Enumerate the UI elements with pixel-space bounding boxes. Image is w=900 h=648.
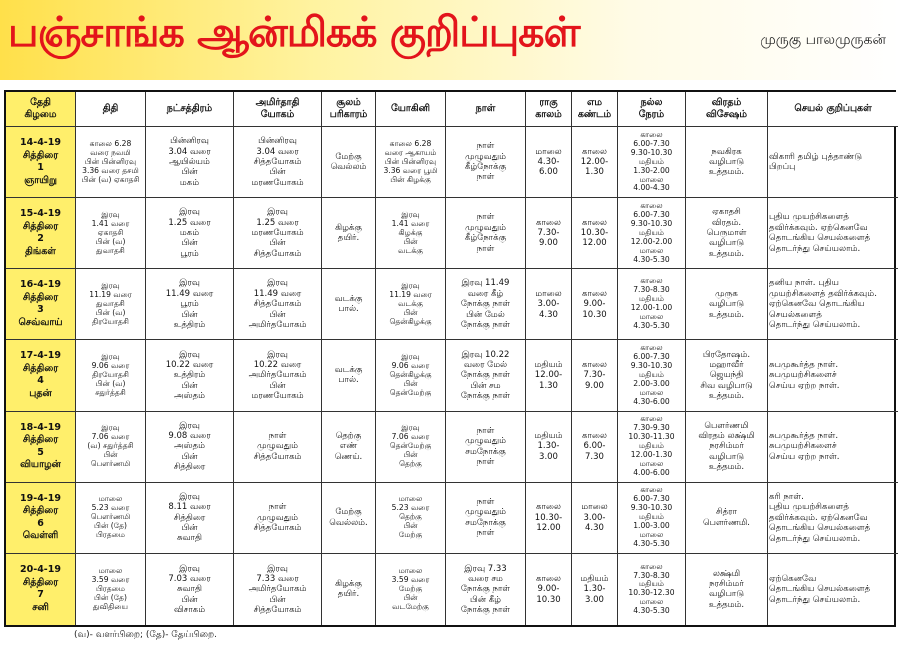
row-5-viratham-cell: பௌர்ணமி விரதம் லக்ஷ்மி நரசிம்மர் வழிபாடு உத்தமம். bbox=[686, 412, 768, 483]
row-5-rahu-cell: மதியம் 1.30- 3.00 bbox=[526, 412, 572, 483]
row-5-yogam-cell: நாள் முழுவதும் சித்தயோகம் bbox=[234, 412, 322, 483]
row-6-yogam-cell: நாள் முழுவதும் சித்தயோகம் bbox=[234, 483, 322, 554]
row-4-viratham-cell: பிரதோஷம். மஹாவீர் ஜெயந்தி சிவ வழிபாடு உத்தமம். bbox=[686, 340, 768, 411]
column-header-naal: நாள் bbox=[446, 92, 526, 127]
row-6-remarks-cell: கரி நாள். புதிய முயற்சிகளைத் தவிர்க்கவும். ஏற்கெனவே தொடங்கிய செயல்களைத் தொடர்ந்து செய்யலாம். bbox=[768, 483, 898, 554]
author-name: முருகு பாலமுருகன் bbox=[760, 32, 886, 48]
row-7-soolam-cell: கிழக்கு தயிர். bbox=[322, 554, 376, 625]
row-2-date-cell: 15-4-19 சித்திரை 2 திங்கள் bbox=[6, 198, 76, 269]
row-5-remarks-cell: சுபமுகூர்த்த நாள். சுபமுயற்சிகளைச் செய்ய ஏற்ற நாள். bbox=[768, 412, 898, 483]
row-3-yogini-cell: இரவு 11.19 வரை வடக்கு பின் தென்கிழக்கு bbox=[376, 269, 446, 340]
row-2-rahu-cell: காலை 7.30- 9.00 bbox=[526, 198, 572, 269]
row-4-nalla-cell: காலை 6.00-7.30 9.30-10.30 மதியம் 2.00-3.00 மாலை 4.30-6.00 bbox=[618, 340, 686, 411]
row-4-naal-cell: இரவு 10.22 வரை மேல் நோக்கு நாள் பின் சம நோக்கு நாள் bbox=[446, 340, 526, 411]
column-header-remarks: செயல் குறிப்புகள் bbox=[768, 92, 898, 127]
row-2-nakshatra-cell: இரவு 1.25 வரை மகம் பின் பூரம் bbox=[146, 198, 234, 269]
row-2-nalla-cell: காலை 6.00-7.30 9.30-10.30 மதியம் 12.00-2.00 மாலை 4.30-5.30 bbox=[618, 198, 686, 269]
column-header-nakshatra: நட்சத்திரம் bbox=[146, 92, 234, 127]
column-header-ema: எம கண்டம் bbox=[572, 92, 618, 127]
column-header-yogam: அமிர்தாதி யோகம் bbox=[234, 92, 322, 127]
row-1-viratham-cell: நவகிரக வழிபாடு உத்தமம். bbox=[686, 127, 768, 198]
row-7-yogam-cell: இரவு 7.33 வரை அமிர்தயோகம் பின் சித்தயோகம் bbox=[234, 554, 322, 625]
row-7-tithi-cell: மாலை 3.59 வரை பிரதமை பின் (தே) துவிதியை bbox=[76, 554, 146, 625]
row-2-remarks-cell: புதிய முயற்சிகளைத் தவிர்க்கவும். ஏற்கெனவே தொடங்கிய செயல்களைத் தொடர்ந்து செய்யலாம். bbox=[768, 198, 898, 269]
row-1-date-cell: 14-4-19 சித்திரை 1 ஞாயிறு bbox=[6, 127, 76, 198]
row-5-nalla-cell: காலை 7.30-9.30 10.30-11.30 மதியம் 12.00-1.30 மாலை 4.00-6.00 bbox=[618, 412, 686, 483]
row-3-nakshatra-cell: இரவு 11.49 வரை பூரம் பின் உத்திரம் bbox=[146, 269, 234, 340]
row-6-viratham-cell: சித்ரா பௌர்ணமி. bbox=[686, 483, 768, 554]
row-4-remarks-cell: சுபமுகூர்த்த நாள். சுபமுயற்சிகளைச் செய்ய ஏற்ற நாள். bbox=[768, 340, 898, 411]
row-1-yogam-cell: பின்னிரவு 3.04 வரை சித்தயோகம் பின் மரணயோகம் bbox=[234, 127, 322, 198]
row-7-nakshatra-cell: இரவு 7.03 வரை சுவாதி பின் விசாகம் bbox=[146, 554, 234, 625]
row-4-ema-cell: காலை 7.30- 9.00 bbox=[572, 340, 618, 411]
row-6-yogini-cell: மாலை 5.23 வரை தெற்கு பின் மேற்கு bbox=[376, 483, 446, 554]
row-4-date-cell: 17-4-19 சித்திரை 4 புதன் bbox=[6, 340, 76, 411]
column-header-rahu: ராகு காலம் bbox=[526, 92, 572, 127]
row-5-yogini-cell: இரவு 7.06 வரை தென்மேற்கு பின் தெற்கு bbox=[376, 412, 446, 483]
row-4-tithi-cell: இரவு 9.06 வரை திரயோதசி பின் (வ) சதுர்த்தசி bbox=[76, 340, 146, 411]
row-5-date-cell: 18-4-19 சித்திரை 5 வியாழன் bbox=[6, 412, 76, 483]
row-2-yogini-cell: இரவு 1.41 வரை கிழக்கு பின் வடக்கு bbox=[376, 198, 446, 269]
row-3-tithi-cell: இரவு 11.19 வரை துவாதசி பின் (வ) திரயோதசி bbox=[76, 269, 146, 340]
panchangam-table bbox=[4, 90, 896, 627]
row-1-remarks-cell: விகாரி தமிழ் புத்தாண்டு பிறப்பு bbox=[768, 127, 898, 198]
row-5-nakshatra-cell: இரவு 9.08 வரை அஸ்தம் பின் சித்திரை bbox=[146, 412, 234, 483]
row-4-yogini-cell: இரவு 9.06 வரை தென்கிழக்கு பின் தென்மேற்கு bbox=[376, 340, 446, 411]
row-7-yogini-cell: மாலை 3.59 வரை மேற்கு பின் வடமேற்கு bbox=[376, 554, 446, 625]
row-2-tithi-cell: இரவு 1.41 வரை ஏகாதசி பின் (வ) துவாதசி bbox=[76, 198, 146, 269]
column-header-yogini: யோகினி bbox=[376, 92, 446, 127]
column-header-tithi: திதி bbox=[76, 92, 146, 127]
row-4-rahu-cell: மதியம் 12.00- 1.30 bbox=[526, 340, 572, 411]
row-3-nalla-cell: காலை 7.30-8.30 மதியம் 12.00-1.00 மாலை 4.30-5.30 bbox=[618, 269, 686, 340]
row-5-naal-cell: நாள் முழுவதும் சமநோக்கு நாள் bbox=[446, 412, 526, 483]
row-4-soolam-cell: வடக்கு பால். bbox=[322, 340, 376, 411]
footer-legend: (வ)- வளர்பிறை; (தே)- தேய்பிறை. bbox=[74, 630, 217, 640]
row-5-tithi-cell: இரவு 7.06 வரை (வ) சதுர்த்தசி பின் பௌர்ணமி bbox=[76, 412, 146, 483]
row-4-yogam-cell: இரவு 10.22 வரை அமிர்தயோகம் பின் மரணயோகம் bbox=[234, 340, 322, 411]
row-1-tithi-cell: காலை 6.28 வரை நவமி பின் பின்னிரவு 3.36 வரை தசமி பின் (வ) ஏகாதசி bbox=[76, 127, 146, 198]
row-1-soolam-cell: மேற்கு வெல்லம் bbox=[322, 127, 376, 198]
row-7-ema-cell: மதியம் 1.30- 3.00 bbox=[572, 554, 618, 625]
row-6-nakshatra-cell: இரவு 8.11 வரை சித்திரை பின் சுவாதி bbox=[146, 483, 234, 554]
row-3-naal-cell: இரவு 11.49 வரை கீழ் நோக்கு நாள் பின் மேல் நோக்கு நாள் bbox=[446, 269, 526, 340]
column-header-viratham: விரதம் விசேஷம் bbox=[686, 92, 768, 127]
row-7-viratham-cell: லக்ஷ்மி நரசிம்மர் வழிபாடு உத்தமம். bbox=[686, 554, 768, 625]
row-7-nalla-cell: காலை 7.30-8.30 மதியம் 10.30-12.30 மாலை 4.30-5.30 bbox=[618, 554, 686, 625]
row-7-naal-cell: இரவு 7.33 வரை சம நோக்கு நாள் பின் கீழ் நோக்கு நாள் bbox=[446, 554, 526, 625]
row-3-ema-cell: காலை 9.00- 10.30 bbox=[572, 269, 618, 340]
row-6-naal-cell: நாள் முழுவதும் சமநோக்கு நாள் bbox=[446, 483, 526, 554]
row-1-naal-cell: நாள் முழுவதும் கீழ்நோக்கு நாள் bbox=[446, 127, 526, 198]
row-1-nalla-cell: காலை 6.00-7.30 9.30-10.30 மதியம் 1.30-2.00 மாலை 4.00-4.30 bbox=[618, 127, 686, 198]
row-2-naal-cell: நாள் முழுவதும் கீழ்நோக்கு நாள் bbox=[446, 198, 526, 269]
column-header-soolam: சூலம் பரிகாரம் bbox=[322, 92, 376, 127]
row-3-soolam-cell: வடக்கு பால். bbox=[322, 269, 376, 340]
row-5-ema-cell: காலை 6.00- 7.30 bbox=[572, 412, 618, 483]
row-1-yogini-cell: காலை 6.28 வரை ஆகாயம் பின் பின்னிரவு 3.36 வரை பூமி பின் கிழக்கு bbox=[376, 127, 446, 198]
row-6-ema-cell: மாலை 3.00- 4.30 bbox=[572, 483, 618, 554]
row-2-soolam-cell: கிழக்கு தயிர். bbox=[322, 198, 376, 269]
row-3-date-cell: 16-4-19 சித்திரை 3 செவ்வாய் bbox=[6, 269, 76, 340]
row-1-ema-cell: காலை 12.00- 1.30 bbox=[572, 127, 618, 198]
row-2-yogam-cell: இரவு 1.25 வரை மரணயோகம் பின் சித்தயோகம் bbox=[234, 198, 322, 269]
page-title: பஞ்சாங்க ஆன்மிகக் குறிப்புகள் bbox=[8, 8, 580, 56]
row-1-rahu-cell: மாலை 4.30- 6.00 bbox=[526, 127, 572, 198]
row-3-yogam-cell: இரவு 11.49 வரை சித்தயோகம் பின் அமிர்தயோகம் bbox=[234, 269, 322, 340]
row-7-remarks-cell: ஏற்கெனவே தொடங்கிய செயல்களைத் தொடர்ந்து செய்யலாம். bbox=[769, 573, 871, 605]
row-4-nakshatra-cell: இரவு 10.22 வரை உத்திரம் பின் அஸ்தம் bbox=[146, 340, 234, 411]
row-5-soolam-cell: தெற்கு எண் ணெய். bbox=[322, 412, 376, 483]
row-2-viratham-cell: ஏகாதசி விரதம். பெருமாள் வழிபாடு உத்தமம். bbox=[686, 198, 768, 269]
column-header-nalla: நல்ல நேரம் bbox=[618, 92, 686, 127]
row-6-tithi-cell: மாலை 5.23 வரை பௌர்ணமி பின் (தே) பிரதமை bbox=[76, 483, 146, 554]
row-7-rahu-cell: காலை 9.00- 10.30 bbox=[526, 554, 572, 625]
row-2-ema-cell: காலை 10.30- 12.00 bbox=[572, 198, 618, 269]
row-3-remarks-cell: தனிய நாள். புதிய முயற்சிகளைத் தவிர்க்கவும். ஏற்கெனவே தொடங்கிய செயல்களைத் தொடர்ந்து செய்யலாம். bbox=[768, 269, 898, 340]
row-6-nalla-cell: காலை 6.00-7.30 9.30-10.30 மதியம் 1.00-3.00 மாலை 4.30-5.30 bbox=[618, 483, 686, 554]
row-6-rahu-cell: காலை 10.30- 12.00 bbox=[526, 483, 572, 554]
row-3-viratham-cell: முருக வழிபாடு உத்தமம். bbox=[686, 269, 768, 340]
row-7-date-cell: 20-4-19 சித்திரை 7 சனி bbox=[6, 554, 76, 625]
row-6-soolam-cell: மேற்கு வெல்லம். bbox=[322, 483, 376, 554]
row-3-rahu-cell: மாலை 3.00- 4.30 bbox=[526, 269, 572, 340]
row-6-date-cell: 19-4-19 சித்திரை 6 வெள்ளி bbox=[6, 483, 76, 554]
column-header-date: தேதி கிழமை bbox=[6, 92, 76, 127]
row-1-nakshatra-cell: பின்னிரவு 3.04 வரை ஆயில்யம் பின் மகம் bbox=[146, 127, 234, 198]
